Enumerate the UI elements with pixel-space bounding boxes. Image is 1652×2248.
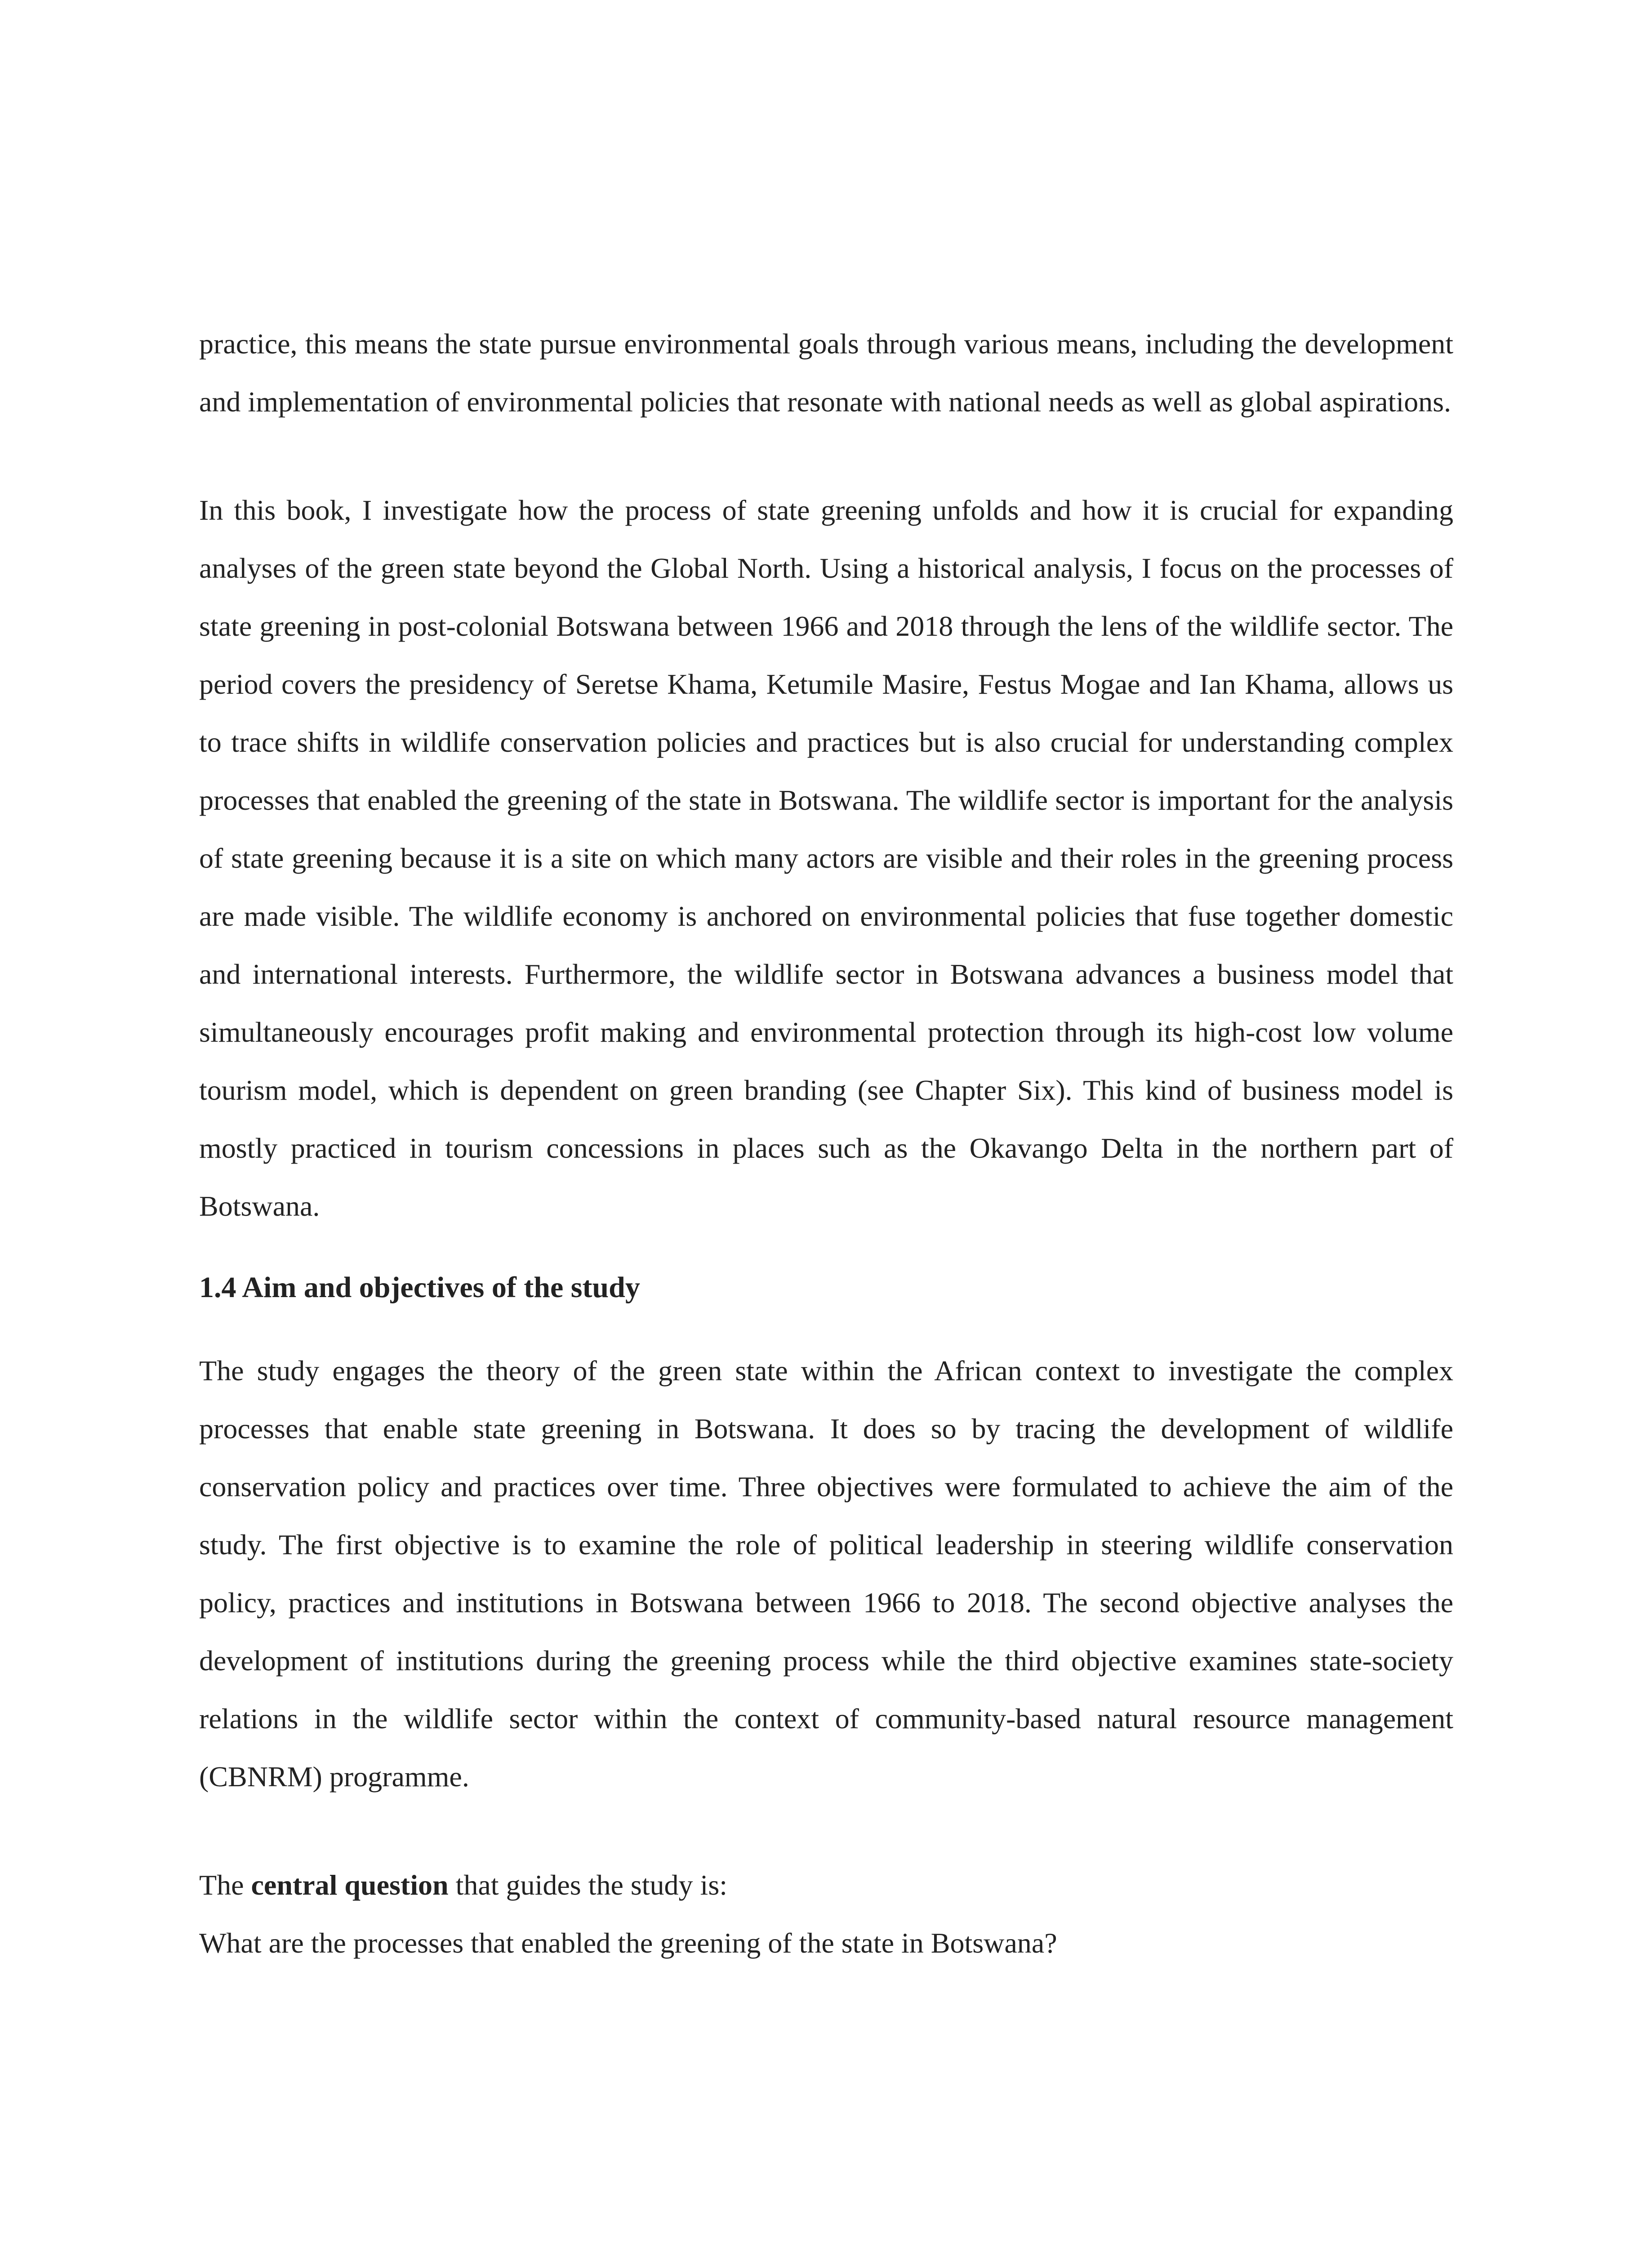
- paragraph-continuation: practice, this means the state pursue environmental goals through various means, including the development and implementation of environmental policies that resonate with national needs as well as global aspirations.: [199, 328, 1453, 418]
- paragraph-aims-objectives: The study engages the theory of the green state within the African context to investigate the complex processes that enable state greening in Botswana. It does so by tracing the development of wildlife conservation policy and practices over time. Three objectives were formulated to achieve the aim of the study. The first objective is to examine the role of political leadership in steering wildlife conservation policy, practices and institutions in Botswana between 1966 to 2018. The second objective analyses the development of institutions during the greening process while the third objective examines state-society relations in the wildlife sector within the context of community-based natural resource management (CBNRM) programme.: [199, 1355, 1453, 1793]
- central-question-intro: [199, 1856, 1453, 1914]
- central-question-prefix: The: [199, 1869, 251, 1901]
- page-body: [199, 315, 1453, 1972]
- section-heading: 1.4 Aim and objectives of the study: [199, 1271, 640, 1304]
- central-question-term: central question: [251, 1869, 449, 1901]
- central-question-text: What are the processes that enabled the greening of the state in Botswana?: [199, 1927, 1057, 1959]
- central-question-suffix: that guides the study is:: [448, 1869, 727, 1901]
- paragraph-book-overview: In this book, I investigate how the process of state greening unfolds and how it is crucial for expanding analyses of the green state beyond the Global North. Using a historical analysis, I focus on the processes of state greening in post-colonial Botswana between 1966 and 2018 through the lens of the wildlife sector. The period covers the presidency of Seretse Khama, Ketumile Masire, Festus Mogae and Ian Khama, allows us to trace shifts in wildlife conservation policies and practices but is also crucial for understanding complex processes that enabled the greening of the state in Botswana. The wildlife sector is important for the analysis of state greening because it is a site on which many actors are visible and their roles in the greening process are made visible. The wildlife economy is anchored on environmental policies that fuse together domestic and international interests. Furthermore, the wildlife sector in Botswana advances a business model that simultaneously encourages profit making and environmental protection through its high-cost low volume tourism model, which is dependent on green branding (see Chapter Six). This kind of business model is mostly practiced in tourism concessions in places such as the Okavango Delta in the northern part of Botswana.: [199, 494, 1453, 1222]
